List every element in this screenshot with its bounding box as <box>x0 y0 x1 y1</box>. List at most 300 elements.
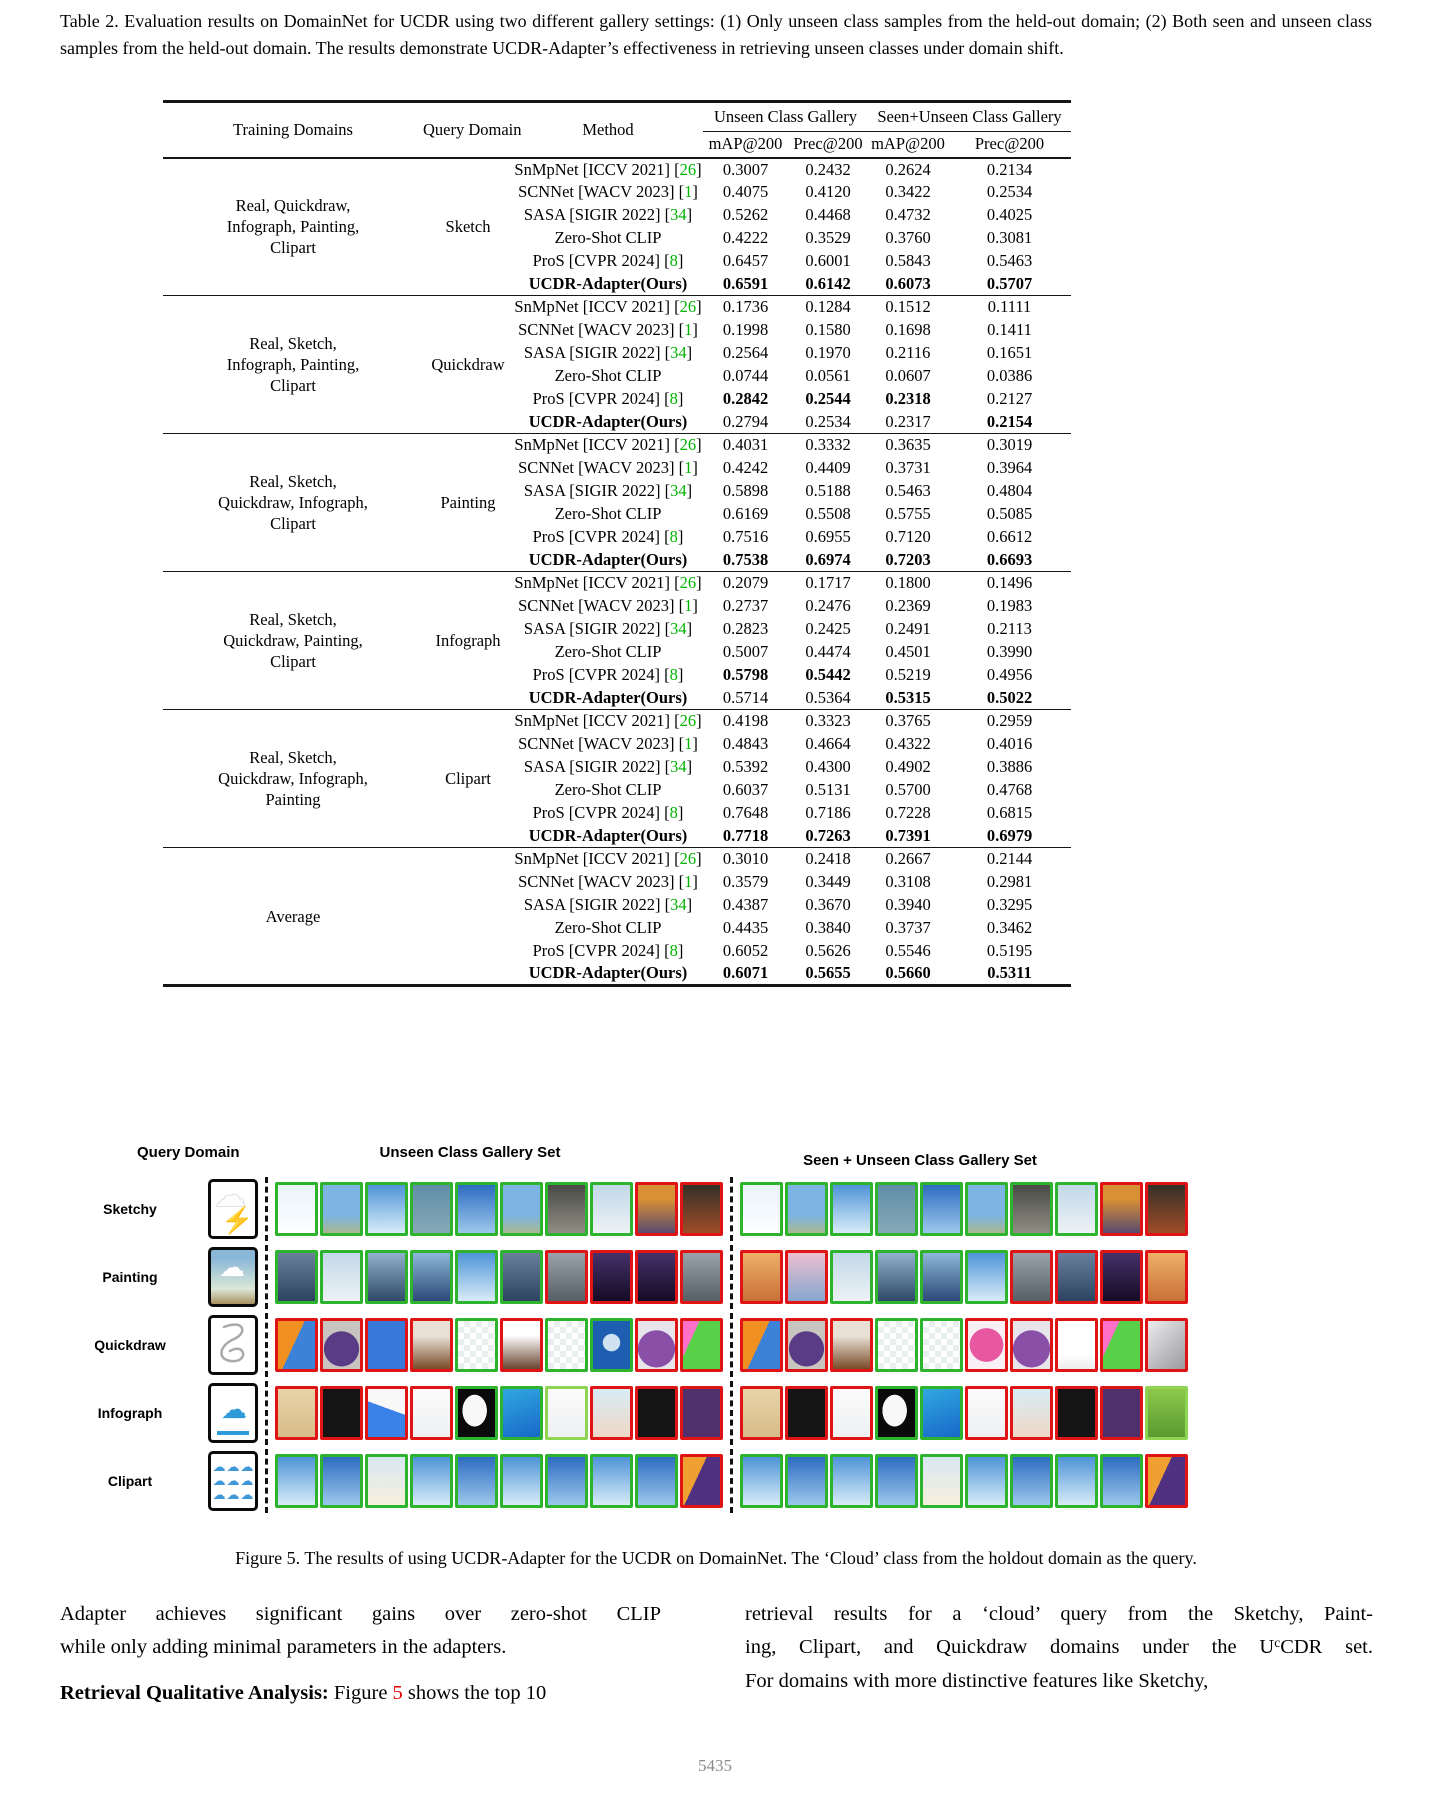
metric-value: 0.6612 <box>986 527 1033 546</box>
figure-header-query-domain: Query Domain <box>137 1144 240 1161</box>
gallery-image <box>965 1250 1008 1304</box>
dashed-divider <box>265 1177 268 1241</box>
dashed-divider <box>730 1177 733 1241</box>
metric-value: 0.4902 <box>885 757 931 776</box>
metric-value: 0.0607 <box>885 366 931 385</box>
metric-value: 0.0386 <box>986 366 1033 385</box>
metric-value: 0.3449 <box>805 872 851 891</box>
method-cell: UCDR-Adapter(Ours) <box>528 963 688 983</box>
gallery-image <box>740 1250 783 1304</box>
metric-value: 0.0561 <box>805 366 851 385</box>
metric-value: 0.6073 <box>885 273 931 293</box>
method-cell: Zero-Shot CLIP <box>554 918 662 937</box>
gallery-image <box>830 1182 873 1236</box>
unseen-gallery-set <box>275 1250 723 1304</box>
infographic-bar <box>217 1431 249 1435</box>
method-cell: SASA [SIGIR 2022] [34] <box>523 895 693 914</box>
metric-value: 0.6955 <box>805 527 851 546</box>
metric-value: 0.5315 <box>885 687 931 707</box>
query-domain-cell: Clipart <box>423 710 513 848</box>
gallery-image <box>275 1182 318 1236</box>
citation-link[interactable]: 34 <box>670 619 687 638</box>
metric-value: 0.5195 <box>986 941 1033 960</box>
citation-link[interactable]: 8 <box>669 803 678 822</box>
metric-value: 0.1736 <box>703 296 788 319</box>
dashed-divider <box>730 1449 733 1513</box>
method-cell: Zero-Shot CLIP <box>554 366 662 385</box>
figure-row-label: Quickdraw <box>94 1336 166 1353</box>
citation-link[interactable]: 26 <box>679 297 697 317</box>
method-cell: SASA [SIGIR 2022] [34] <box>523 343 693 362</box>
gallery-image <box>1100 1454 1143 1508</box>
metric-value: 0.2544 <box>805 389 851 408</box>
gallery-image <box>1145 1182 1188 1236</box>
gallery-image <box>785 1454 828 1508</box>
metric-value: 0.1580 <box>805 320 851 339</box>
gallery-image <box>1100 1318 1143 1372</box>
seen-unseen-gallery-set <box>740 1454 1188 1508</box>
query-domain-cell <box>423 848 513 986</box>
gallery-image <box>455 1318 498 1372</box>
citation-link[interactable]: 34 <box>670 895 687 914</box>
citation-link[interactable]: 1 <box>684 182 693 201</box>
table-header <box>163 102 1071 158</box>
metric-value: 0.1998 <box>722 320 769 339</box>
table-row <box>163 434 1071 457</box>
metric-value: 0.3295 <box>986 895 1033 914</box>
seen-unseen-gallery-set <box>740 1318 1188 1372</box>
dashed-divider <box>265 1245 268 1309</box>
metric-value: 0.7263 <box>805 825 851 845</box>
citation-link[interactable]: 8 <box>669 941 678 960</box>
gallery-image <box>320 1386 363 1440</box>
citation-link[interactable]: 34 <box>670 481 687 500</box>
body-paragraph: Retrieval Qualitative Analysis: Figure 5 shows the top 10 <box>60 1682 547 1704</box>
body-text-line: Adapter achieves significant gains over zero-shot CLIP <box>60 1603 661 1625</box>
method-cell: ProS [CVPR 2024] [8] <box>532 251 684 270</box>
metric-value: 0.4768 <box>986 780 1033 799</box>
method-cell: ProS [CVPR 2024] [8] <box>532 941 684 960</box>
seen-unseen-gallery-set <box>740 1182 1188 1236</box>
metric-value: 0.4732 <box>885 205 931 224</box>
metric-value: 0.7391 <box>885 825 931 845</box>
metric-value: 0.2144 <box>948 848 1071 871</box>
metric-value: 0.3737 <box>885 918 931 937</box>
table-row <box>163 572 1071 595</box>
method-cell: ProS [CVPR 2024] [8] <box>532 527 684 546</box>
metric-value: 0.3019 <box>948 434 1071 457</box>
metric-value: 0.1111 <box>948 296 1071 319</box>
query-domain-cell: Sketch <box>445 216 491 236</box>
metric-value: 0.4075 <box>722 182 769 201</box>
gallery-image <box>875 1318 918 1372</box>
gallery-image <box>455 1454 498 1508</box>
metric-value: 0.5022 <box>986 687 1033 707</box>
metric-value: 0.2794 <box>722 411 769 431</box>
metric-value: 0.6591 <box>722 273 769 293</box>
metric-value: 0.3635 <box>868 434 948 457</box>
metric-value: 0.4242 <box>722 458 769 477</box>
gallery-image <box>410 1250 453 1304</box>
metric-value: 0.4664 <box>805 734 851 753</box>
figure-reference[interactable]: 5 <box>392 1682 403 1704</box>
metric-value: 0.2418 <box>788 848 868 871</box>
query-image <box>208 1315 258 1375</box>
metric-value: 0.7228 <box>885 803 931 822</box>
metric-value: 0.6974 <box>805 549 851 569</box>
col-header-training-domains: Training Domains <box>163 102 423 158</box>
unseen-gallery-set <box>275 1386 723 1440</box>
method-cell: SCNNet [WACV 2023] [1] <box>518 734 698 753</box>
method-cell: SnMpNet [ICCV 2021] [26] <box>513 710 703 733</box>
gallery-image <box>590 1386 633 1440</box>
body-paragraph <box>60 1598 661 1664</box>
gallery-image <box>1010 1182 1053 1236</box>
gallery-image <box>965 1386 1008 1440</box>
cloud-painting-icon: ☁ <box>219 1251 245 1282</box>
metric-value: 0.2476 <box>805 596 851 615</box>
scribble-icon <box>211 1318 255 1372</box>
metric-value: 0.3462 <box>986 918 1033 937</box>
gallery-image <box>275 1318 318 1372</box>
gallery-image <box>830 1386 873 1440</box>
metric-value: 0.4300 <box>805 757 851 776</box>
metric-value: 0.2116 <box>885 343 931 362</box>
method-cell: UCDR-Adapter(Ours) <box>528 273 688 293</box>
metric-value: 0.5626 <box>805 941 851 960</box>
metric-value: 0.6071 <box>722 963 769 983</box>
gallery-image <box>920 1182 963 1236</box>
gallery-image <box>635 1250 678 1304</box>
metric-value: 0.5188 <box>805 481 851 500</box>
query-domain-cell: Quickdraw <box>423 296 513 434</box>
gallery-image <box>1010 1318 1053 1372</box>
metric-value: 0.2491 <box>885 619 931 638</box>
metric-value: 0.2959 <box>948 710 1071 733</box>
metric-value: 0.4804 <box>986 481 1033 500</box>
metric-value: 0.3010 <box>703 848 788 871</box>
metric-value: 0.7718 <box>722 825 769 845</box>
page-number: 5435 <box>698 1756 732 1775</box>
gallery-image <box>410 1182 453 1236</box>
metric-value: 0.2624 <box>885 159 931 179</box>
metric-value: 0.5442 <box>805 665 851 684</box>
metric-value: 0.2842 <box>722 389 769 408</box>
col-header-map200-seen-unseen: mAP@200 <box>868 132 948 158</box>
metric-value: 0.6052 <box>722 941 769 960</box>
metric-value: 0.2823 <box>722 619 769 638</box>
gallery-image <box>365 1250 408 1304</box>
metric-value: 0.1284 <box>788 296 868 319</box>
query-image <box>208 1179 258 1239</box>
metric-value: 0.3081 <box>986 228 1033 247</box>
gallery-image <box>785 1318 828 1372</box>
seen-unseen-gallery-set <box>740 1250 1188 1304</box>
figure-row <box>0 1382 1188 1443</box>
metric-value: 0.3964 <box>986 458 1033 477</box>
query-image <box>208 1247 258 1307</box>
metric-value: 0.5463 <box>986 251 1033 270</box>
method-cell: ProS [CVPR 2024] [8] <box>532 389 684 408</box>
gallery-image <box>680 1250 723 1304</box>
gallery-image <box>320 1250 363 1304</box>
metric-value: 0.3422 <box>885 182 931 201</box>
metric-value: 0.4222 <box>722 228 769 247</box>
figure-header-seen-unseen-gallery-set: Seen + Unseen Class Gallery Set <box>803 1152 1037 1169</box>
metric-value: 0.5655 <box>805 963 851 983</box>
gallery-image <box>590 1454 633 1508</box>
metric-value: 0.2534 <box>986 182 1033 201</box>
seen-unseen-gallery-set <box>740 1386 1188 1440</box>
metric-value: 0.1717 <box>788 572 868 595</box>
gallery-image <box>590 1318 633 1372</box>
gallery-image <box>740 1318 783 1372</box>
body-text-line: For domains with more distinctive features like Sketchy, <box>745 1670 1209 1692</box>
gallery-image <box>920 1318 963 1372</box>
method-cell: SnMpNet [ICCV 2021] [26] <box>513 572 703 595</box>
citation-link[interactable]: 8 <box>669 665 678 684</box>
query-image: ☁ ☁ ☁ ☁ ☁ ☁ ☁ ☁ ☁ <box>208 1451 258 1511</box>
method-cell: SCNNet [WACV 2023] [1] <box>518 872 698 891</box>
citation-link[interactable]: 1 <box>684 734 693 753</box>
method-cell: SCNNet [WACV 2023] [1] <box>518 320 698 339</box>
metric-value: 0.4198 <box>703 710 788 733</box>
metric-value: 0.5755 <box>885 504 931 523</box>
table-row <box>163 296 1071 319</box>
gallery-image <box>785 1182 828 1236</box>
gallery-image <box>965 1182 1008 1236</box>
query-domain-cell: Infograph <box>423 572 513 710</box>
gallery-image <box>410 1386 453 1440</box>
training-domains-cell: Real, Sketch, Quickdraw, Painting, Clipart <box>163 572 423 710</box>
gallery-image <box>680 1386 723 1440</box>
metric-value: 0.1800 <box>868 572 948 595</box>
metric-value: 0.4031 <box>703 434 788 457</box>
metric-value: 0.4322 <box>885 734 931 753</box>
unseen-gallery-set <box>275 1182 723 1236</box>
method-cell: UCDR-Adapter(Ours) <box>528 549 688 569</box>
citation-link[interactable]: 1 <box>684 320 693 339</box>
metric-value: 0.5364 <box>805 687 851 707</box>
metric-value: 0.2425 <box>805 619 851 638</box>
body-right-column <box>745 1598 1373 1698</box>
citation-link[interactable]: 34 <box>670 343 687 362</box>
col-header-map200-unseen: mAP@200 <box>703 132 788 158</box>
citation-link[interactable]: 1 <box>684 872 693 891</box>
gallery-image <box>1010 1454 1053 1508</box>
dashed-divider <box>730 1313 733 1377</box>
metric-value: 0.2737 <box>722 596 769 615</box>
table-row <box>163 710 1071 733</box>
training-domains-cell: Real, Sketch, Quickdraw, Infograph, Painting <box>163 710 423 848</box>
citation-link[interactable]: 26 <box>679 849 697 869</box>
gallery-image <box>635 1386 678 1440</box>
metric-value: 0.5660 <box>885 963 931 983</box>
citation-link[interactable]: 26 <box>679 573 697 593</box>
gallery-image <box>635 1182 678 1236</box>
metric-value: 0.4468 <box>805 205 851 224</box>
citation-link[interactable]: 1 <box>684 596 693 615</box>
gallery-image <box>635 1318 678 1372</box>
metric-value: 0.2154 <box>986 411 1033 431</box>
metric-value: 0.1512 <box>868 296 948 319</box>
table-header-row-1 <box>163 102 1071 132</box>
gallery-image <box>875 1454 918 1508</box>
gallery-image <box>365 1182 408 1236</box>
training-domains-cell: Real, Quickdraw, Infograph, Painting, Clipart <box>226 196 360 258</box>
citation-link[interactable]: 1 <box>684 458 693 477</box>
gallery-image <box>455 1182 498 1236</box>
metric-value: 0.2981 <box>986 872 1033 891</box>
metric-value: 0.3108 <box>885 872 931 891</box>
metric-value: 0.1983 <box>986 596 1033 615</box>
gallery-image <box>785 1386 828 1440</box>
metric-value: 0.5007 <box>722 642 769 661</box>
metric-value: 0.6815 <box>986 803 1033 822</box>
metric-value: 0.2134 <box>986 159 1033 179</box>
gallery-image <box>500 1454 543 1508</box>
metric-value: 0.7538 <box>722 549 769 569</box>
gallery-image <box>545 1386 588 1440</box>
gallery-image <box>740 1386 783 1440</box>
cloud-infographic-icon: ☁ <box>221 1393 247 1424</box>
col-group-seen-unseen-class-gallery: Seen+Unseen Class Gallery <box>868 102 1071 132</box>
metric-value: 0.7120 <box>885 527 931 546</box>
gallery-image <box>500 1386 543 1440</box>
citation-link[interactable]: 8 <box>669 527 678 546</box>
unseen-gallery-set <box>275 1454 723 1508</box>
gallery-image <box>1100 1250 1143 1304</box>
method-cell: SASA [SIGIR 2022] [34] <box>523 757 693 776</box>
metric-value: 0.3731 <box>885 458 931 477</box>
figure-rows <box>0 1178 1188 1511</box>
gallery-image <box>275 1250 318 1304</box>
table-row <box>163 848 1071 871</box>
gallery-image <box>920 1250 963 1304</box>
method-cell: SASA [SIGIR 2022] [34] <box>523 481 693 500</box>
metric-value: 0.4843 <box>722 734 769 753</box>
gallery-image <box>740 1182 783 1236</box>
gallery-image <box>320 1318 363 1372</box>
table-row <box>163 158 1071 181</box>
lightning-sketch-icon: ⚡ <box>221 1204 254 1235</box>
metric-value: 0.5714 <box>722 687 769 707</box>
gallery-image <box>455 1386 498 1440</box>
gallery-image <box>500 1182 543 1236</box>
citation-link[interactable]: 26 <box>679 711 697 731</box>
gallery-image <box>500 1318 543 1372</box>
method-cell: ProS [CVPR 2024] [8] <box>532 803 684 822</box>
metric-value: 0.5843 <box>885 251 931 270</box>
gallery-image <box>365 1318 408 1372</box>
citation-link[interactable]: 26 <box>679 435 697 455</box>
method-cell: SnMpNet [ICCV 2021] [26] <box>513 296 703 319</box>
method-cell: Zero-Shot CLIP <box>554 642 662 661</box>
gallery-image <box>1100 1386 1143 1440</box>
inline-heading: Retrieval Qualitative Analysis: <box>60 1682 329 1704</box>
gallery-image <box>410 1318 453 1372</box>
gallery-image <box>1145 1386 1188 1440</box>
gallery-image <box>410 1454 453 1508</box>
query-domain-cell: Painting <box>423 434 513 572</box>
citation-link[interactable]: 34 <box>670 757 687 776</box>
metric-value: 0.6693 <box>986 549 1033 569</box>
figure-5 <box>0 1142 1430 1542</box>
citation-link[interactable]: 34 <box>670 205 687 224</box>
col-header-method: Method <box>513 102 703 158</box>
gallery-image <box>1055 1250 1098 1304</box>
table-caption: Table 2. Evaluation results on DomainNet for UCDR using two different gallery settings: (1) Only unseen class samples from the held-out domain; (2) Both seen and unseen class samples from the held-out domain. The results demonstrate UCDR-Adapter’s effectiveness in retrieving unseen classes under domain shift. <box>60 11 1372 58</box>
gallery-image <box>590 1182 633 1236</box>
gallery-image <box>680 1318 723 1372</box>
metric-value: 0.7648 <box>722 803 769 822</box>
gallery-image <box>785 1250 828 1304</box>
metric-value: 0.2127 <box>986 389 1033 408</box>
figure-row-label: Clipart <box>107 1472 153 1489</box>
method-cell: UCDR-Adapter(Ours) <box>528 411 688 431</box>
metric-value: 0.1411 <box>987 320 1032 339</box>
gallery-image <box>545 1454 588 1508</box>
table-body <box>163 158 1071 986</box>
gallery-image <box>365 1386 408 1440</box>
gallery-image <box>1055 1182 1098 1236</box>
citation-link[interactable]: 26 <box>679 159 697 179</box>
results-table <box>163 100 1071 987</box>
method-cell: SnMpNet [ICCV 2021] [26] <box>513 848 703 871</box>
gallery-image <box>1100 1182 1143 1236</box>
metric-value: 0.5700 <box>885 780 931 799</box>
col-header-query-domain: Query Domain <box>423 102 513 158</box>
metric-value: 0.3990 <box>986 642 1033 661</box>
metric-value: 0.4435 <box>722 918 769 937</box>
gallery-image <box>1055 1386 1098 1440</box>
figure-row <box>0 1450 1188 1511</box>
method-cell: Zero-Shot CLIP <box>554 504 662 523</box>
gallery-image <box>1055 1454 1098 1508</box>
metric-value: 0.3670 <box>805 895 851 914</box>
metric-value: 0.1496 <box>948 572 1071 595</box>
metric-value: 0.3529 <box>805 228 851 247</box>
metric-value: 0.5546 <box>885 941 931 960</box>
gallery-image <box>1055 1318 1098 1372</box>
citation-link[interactable]: 8 <box>669 251 678 270</box>
dashed-divider <box>265 1381 268 1445</box>
gallery-image <box>635 1454 678 1508</box>
metric-value: 0.6169 <box>722 504 769 523</box>
figure-caption: Figure 5. The results of using UCDR-Adapter for the UCDR on DomainNet. The ‘Cloud’ class from the holdout domain as the query. <box>235 1548 1197 1568</box>
gallery-image <box>920 1386 963 1440</box>
method-cell: SnMpNet [ICCV 2021] [26] <box>513 434 703 457</box>
col-header-prec200-seen-unseen: Prec@200 <box>948 132 1071 158</box>
metric-value: 0.3579 <box>722 872 769 891</box>
metric-value: 0.3760 <box>885 228 931 247</box>
citation-link[interactable]: 8 <box>669 389 678 408</box>
training-domains-cell: Real, Sketch, Infograph, Painting, Clipart <box>163 296 423 434</box>
superscript: c <box>1274 1634 1281 1650</box>
metric-value: 0.6979 <box>986 825 1033 845</box>
gallery-image <box>545 1182 588 1236</box>
metric-value: 0.3886 <box>986 757 1033 776</box>
method-cell: SCNNet [WACV 2023] [1] <box>518 182 698 201</box>
metric-value: 0.2113 <box>987 619 1032 638</box>
metric-value: 0.2667 <box>868 848 948 871</box>
metric-value: 0.2369 <box>885 596 931 615</box>
metric-value: 0.7203 <box>885 549 931 569</box>
metric-value: 0.3940 <box>885 895 931 914</box>
metric-value: 0.5898 <box>722 481 769 500</box>
training-domains-cell: Real, Sketch, Quickdraw, Infograph, Clipart <box>163 434 423 572</box>
metric-value: 0.4501 <box>885 642 931 661</box>
